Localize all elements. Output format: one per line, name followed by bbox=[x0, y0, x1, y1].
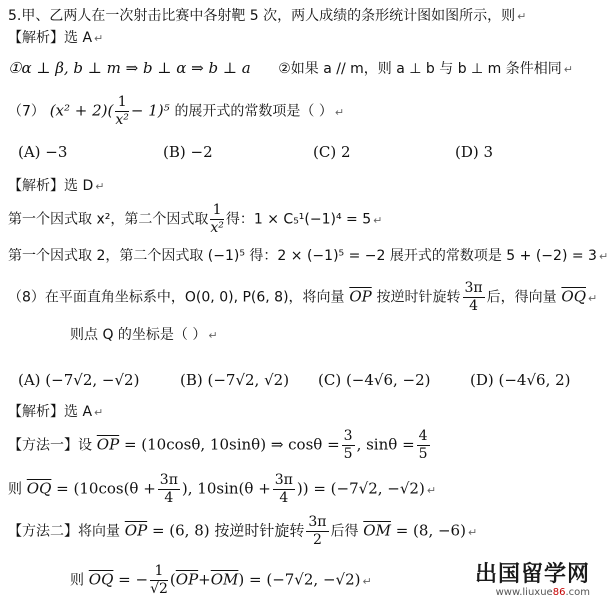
fraction: $\frac{1}{√2}$ bbox=[150, 563, 168, 597]
watermark-url: www.liuxue86.com bbox=[495, 587, 590, 598]
q7-option-d: (D) 3 bbox=[455, 143, 494, 161]
solution-7-step-1: 第一个因式取 x²，第二个因式取 $\frac{1}{\text{x²}}$ 得：1 × C₅¹(−1)⁴ = 5 ↵ bbox=[8, 202, 383, 236]
fraction: $\frac{3\pi}{4}$ bbox=[274, 472, 293, 506]
method-1-step-1: 【方法一】设 $\overline{OP} = (10\cos\theta$, 10sinθ) ⇒ cosθ = $\frac{3}{5}$ , sinθ = $\frac{4}{5}$ bbox=[8, 428, 428, 462]
vector-om: $\overline{OM}$ bbox=[363, 521, 391, 540]
answer-8: 【解析】选 A ↵ bbox=[8, 404, 104, 420]
q8-option-c: (C) (−4√6, −2) bbox=[318, 371, 431, 389]
fraction: $\frac{3\pi}{4}$ bbox=[464, 280, 483, 314]
q7-option-a: (A) −3 bbox=[18, 143, 68, 161]
method-2-step-1: 【方法二】将向量 $\overline{OP} = (6$, 8) 按逆时针旋转 $\frac{3\pi}{2}$ 后得 $\overline{OM} = (8$, −6) ↵ bbox=[8, 514, 478, 548]
question-8-line-2: 则点 Q 的坐标是（ ） ↵ bbox=[70, 327, 218, 343]
answer-7: 【解析】选 D ↵ bbox=[8, 178, 105, 194]
q8-option-b: (B) (−7√2, √2) bbox=[180, 371, 290, 389]
vector-oq: $\overline{OQ}$ bbox=[26, 479, 52, 498]
reasoning-line-1: ①α ⊥ β, b ⊥ m ⇒ b ⊥ α ⇒ b ⊥ a ②如果 a // m，则 a ⊥ b 与 b ⊥ m 条件相同 ↵ bbox=[8, 59, 573, 77]
vector-op: $\overline{OP}$ bbox=[124, 521, 148, 540]
vector-oq: $\overline{OQ}$ bbox=[561, 287, 586, 306]
watermark-site-name: 出国留学网 bbox=[474, 562, 590, 587]
answer-5: 【解析】选 A ↵ bbox=[8, 30, 104, 46]
fraction: $\frac{1}{\text{x²}}$ bbox=[115, 94, 129, 128]
q7-option-c: (C) 2 bbox=[313, 143, 351, 161]
solution-7-step-2: 第一个因式取 2，第二个因式取 (−1)⁵ 得：2 × (−1)⁵ = −2 展开式的常数项是 5 + (−2) = 3 ↵ bbox=[8, 248, 608, 264]
q8-option-a: (A) (−7√2, −√2) bbox=[18, 371, 140, 389]
vector-op: $\overline{OP}$ bbox=[96, 435, 120, 454]
method-1-step-2: 则 $\overline{OQ} = (10\cos(\theta$ + $\frac{3\pi}{4}$ ), 10sin(θ + $\frac{3\pi}{4}$ )) = (−7√2, −√2) ↵ bbox=[8, 472, 437, 506]
question-5-text: 5.甲、乙两人在一次射击比赛中各射靶 5 次，两人成绩的条形统计图如图所示，则 ↵ bbox=[8, 8, 527, 24]
fraction: $\frac{4}{5}$ bbox=[418, 428, 428, 462]
fraction: $\frac{3}{5}$ bbox=[343, 428, 353, 462]
vector-oq: $\overline{OQ}$ bbox=[88, 570, 114, 589]
fraction: $\frac{3\pi}{2}$ bbox=[308, 514, 327, 548]
fraction: $\frac{3\pi}{4}$ bbox=[159, 472, 178, 506]
q7-option-b: (B) −2 bbox=[163, 143, 213, 161]
method-2-step-2: 则 $\overline{OQ}$ = − $\frac{1}{√2}$ $(\overline{OP}+\overline{OM}) = (-7√2$, −√2) ↵ bbox=[70, 563, 372, 597]
vector-op: $\overline{OP}$ bbox=[175, 570, 199, 589]
q8-option-d: (D) (−4√6, 2) bbox=[470, 371, 571, 389]
site-watermark-logo bbox=[450, 563, 590, 599]
question-8: （8）在平面直角坐标系中，O(0, 0), P(6, 8)，将向量 $\overline{OP}$ 按逆时针旋转 $\frac{3\pi}{4}$ 后，得向量 $\overline{OQ}$ ↵ bbox=[8, 280, 598, 314]
question-7: （7） (x² + 2)( $\frac{1}{\text{x²}}$ − 1)⁵ 的展开式的常数项是（ ） ↵ bbox=[8, 94, 345, 128]
fraction: $\frac{1}{\text{x²}}$ bbox=[210, 202, 224, 236]
vector-om: $\overline{OM}$ bbox=[210, 570, 239, 589]
vector-op: $\overline{OP}$ bbox=[349, 287, 372, 306]
